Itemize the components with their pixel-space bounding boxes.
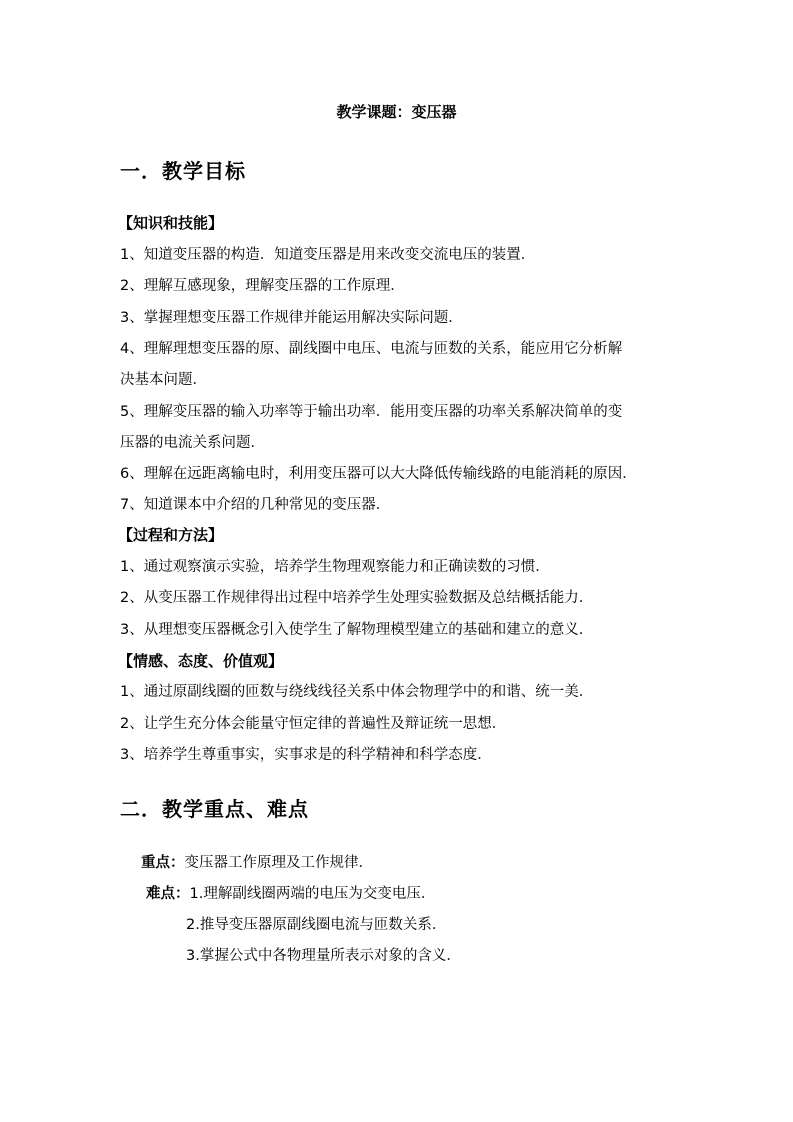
knowledge-item-continuation: 压器的电流关系问题． xyxy=(120,435,265,451)
section-heading-objectives: 一．教学目标 xyxy=(120,159,246,183)
page-title: 教学课题：变压器 xyxy=(336,103,457,121)
knowledge-item: 3、掌握理想变压器工作规律并能运用解决实际问题． xyxy=(120,310,463,326)
difficult-point-line xyxy=(146,883,435,905)
knowledge-item: 1、知道变压器的构造．知道变压器是用来改变交流电压的装置． xyxy=(120,247,536,263)
knowledge-item: 6、理解在远距离输电时，利用变压器可以大大降低传输线路的电能消耗的原因． xyxy=(120,466,637,482)
key-point-label: 重点： xyxy=(141,855,185,871)
attitude-item: 2、让学生充分体会能量守恒定律的普遍性及辩证统一思想． xyxy=(120,716,507,732)
process-item: 1、通过观察演示实验，培养学生物理观察能力和正确读数的习惯． xyxy=(120,559,550,575)
subheading-attitude: 【情感、态度、价值观】 xyxy=(118,652,284,670)
section-heading-focus: 二．教学重点、难点 xyxy=(120,797,309,821)
key-point-text: 变压器工作原理及工作规律． xyxy=(184,855,373,871)
attitude-item: 1、通过原副线圈的匝数与绕线线径关系中体会物理学中的和谐、统一美． xyxy=(120,684,594,700)
knowledge-item-continuation: 决基本问题． xyxy=(120,372,207,388)
process-item: 2、从变压器工作规律得出过程中培养学生处理实验数据及总结概括能力． xyxy=(120,590,594,606)
difficult-point-label: 难点： xyxy=(146,886,190,902)
difficult-item: 3.掌握公式中各物理量所表示对象的含义． xyxy=(186,948,461,964)
difficult-item: 2.推导变压器原副线圈电流与匝数关系． xyxy=(186,917,447,933)
knowledge-item: 4、理解理想变压器的原、副线圈中电压、电流与匝数的关系，能应用它分析解 xyxy=(120,341,623,357)
knowledge-item: 5、理解变压器的输入功率等于输出功率．能用变压器的功率关系解决简单的变 xyxy=(120,404,623,420)
knowledge-item: 2、理解互感现象，理解变压器的工作原理． xyxy=(120,278,405,294)
subheading-process: 【过程和方法】 xyxy=(118,526,224,544)
difficult-item: 1.理解副线圈两端的电压为交变电压． xyxy=(189,886,436,902)
subheading-knowledge: 【知识和技能】 xyxy=(118,214,224,232)
process-item: 3、从理想变压器概念引入使学生了解物理模型建立的基础和建立的意义． xyxy=(120,622,594,638)
key-point-line xyxy=(141,852,373,874)
attitude-item: 3、培养学生尊重事实，实事求是的科学精神和科学态度． xyxy=(120,747,492,763)
knowledge-item: 7、知道课本中介绍的几种常见的变压器． xyxy=(120,497,391,513)
